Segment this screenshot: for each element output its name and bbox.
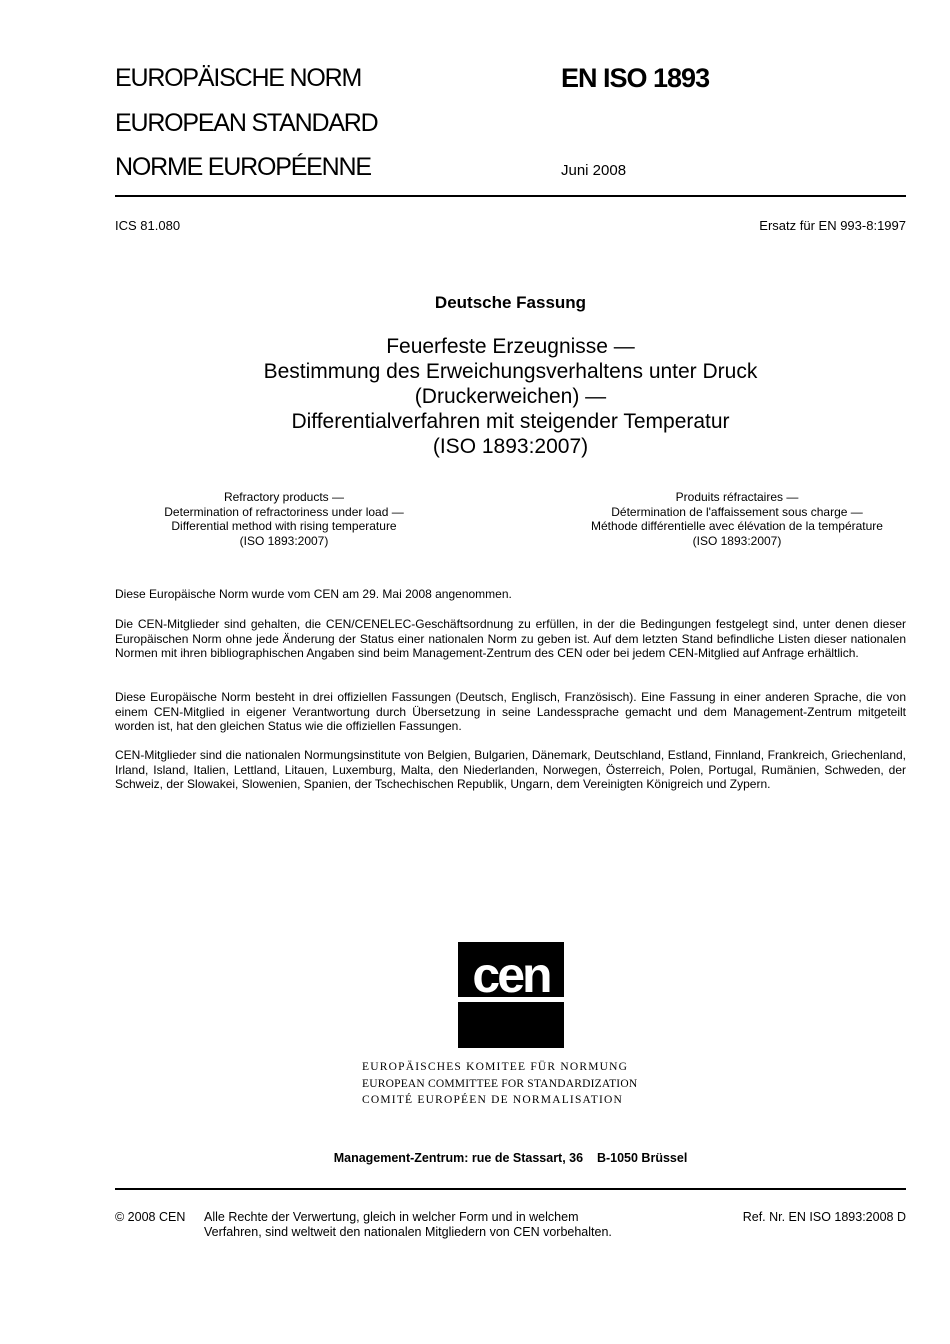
- french-title-line: Produits réfractaires —: [675, 490, 799, 504]
- ics-code: ICS 81.080: [115, 218, 181, 233]
- main-title-line: (ISO 1893:2007): [432, 435, 589, 458]
- copyright: © 2008 CEN: [115, 1210, 186, 1224]
- header-title-de: EUROPÄISCHE NORM: [115, 64, 362, 92]
- header-divider: [115, 195, 906, 197]
- main-title: [115, 334, 906, 459]
- adoption-paragraph: Diese Europäische Norm wurde vom CEN am 29. Mai 2008 angenommen.: [115, 587, 512, 601]
- cen-logo: [458, 942, 564, 1048]
- cen-logo-mark: [458, 942, 564, 1048]
- rights-notice: [204, 1210, 612, 1240]
- english-title-line: Determination of refractoriness under load —: [164, 504, 404, 519]
- header-title-en: EUROPEAN STANDARD: [115, 109, 378, 137]
- org-name-en: EUROPEAN COMMITTEE FOR STANDARDIZATION: [362, 1078, 638, 1090]
- versions-paragraph: Diese Europäische Norm besteht in drei offiziellen Fassungen (Deutsch, Englisch, Französisch). Eine Fassung in einer anderen Sprache, die von einem CEN-Mitglied in eigener Verantwortung durch Übersetzung in seine Landessprache gemacht und dem Management-Zentrum mitgeteilt worden ist, hat den gleichen Status wie die offiziellen Fassungen.: [115, 690, 906, 734]
- english-title: [134, 490, 434, 548]
- main-title-line: Feuerfeste Erzeugnisse —: [386, 335, 635, 358]
- rights-line: Alle Rechte der Verwertung, gleich in welcher Form und in welchem: [204, 1210, 579, 1224]
- replaces-note: Ersatz für EN 993-8:1997: [759, 218, 906, 233]
- members-paragraph: CEN-Mitglieder sind die nationalen Normungsinstitute von Belgien, Bulgarien, Dänemark, Deutschland, Estland, Finnland, Frankreich, Griechenland, Irland, Island, Italien, Lettland, Litauen, Luxemburg, Malta, den Niederlanden, Norwegen, Österreich, Polen, Portugal, Rumänien, Schweden, der Schweiz, der Slowakei, Slowenien, Spanien, der Tschechischen Republik, Ungarn, dem Vereinigten Königreich und Zypern.: [115, 748, 906, 792]
- main-title-line: Differentialverfahren mit steigender Temperatur: [291, 410, 730, 433]
- document-number: EN ISO 1893: [561, 63, 710, 93]
- footer-divider: [115, 1188, 906, 1190]
- main-title-line: Bestimmung des Erweichungsverhaltens unter Druck: [263, 360, 758, 383]
- english-title-line: (ISO 1893:2007): [239, 533, 329, 548]
- main-title-line: (Druckerweichen) —: [414, 385, 607, 408]
- cen-logo-text: cen: [472, 947, 550, 1003]
- french-title-line: Détermination de l'affaissement sous charge —: [611, 504, 863, 519]
- publication-date: Juni 2008: [561, 162, 627, 179]
- french-title-line: Méthode différentielle avec élévation de la température: [591, 519, 883, 534]
- management-address-text: Management-Zentrum: rue de Stassart, 36 B-1050 Brüssel: [333, 1151, 688, 1165]
- french-title-line: (ISO 1893:2007): [692, 533, 782, 548]
- rights-line: Verfahren, sind weltweit den nationalen Mitgliedern von CEN vorbehalten.: [204, 1225, 612, 1239]
- french-title: [567, 490, 907, 548]
- obligations-paragraph: Die CEN-Mitglieder sind gehalten, die CEN/CENELEC-Geschäftsordnung zu erfüllen, in der die Bedingungen festgelegt sind, unter denen dieser Europäischen Norm ohne jede Änderung der Status einer nationalen Norm zu geben ist. Auf dem letzten Stand befindliche Listen dieser nationalen Normen mit ihren bibliographischen Angaben sind beim Management-Zentrum des CEN oder bei jedem CEN-Mitglied auf Anfrage erhältlich.: [115, 617, 906, 661]
- management-address: [115, 1151, 906, 1165]
- org-name-fr: COMITÉ EUROPÉEN DE NORMALISATION: [362, 1094, 624, 1106]
- english-title-line: Refractory products —: [223, 490, 345, 504]
- english-title-line: Differential method with rising temperature: [171, 519, 397, 534]
- org-name-de: EUROPÄISCHES KOMITEE FÜR NORMUNG: [362, 1061, 629, 1073]
- reference-number: Ref. Nr. EN ISO 1893:2008 D: [742, 1210, 906, 1224]
- header-title-fr: NORME EUROPÉENNE: [115, 153, 371, 181]
- version-label: Deutsche Fassung: [434, 293, 587, 312]
